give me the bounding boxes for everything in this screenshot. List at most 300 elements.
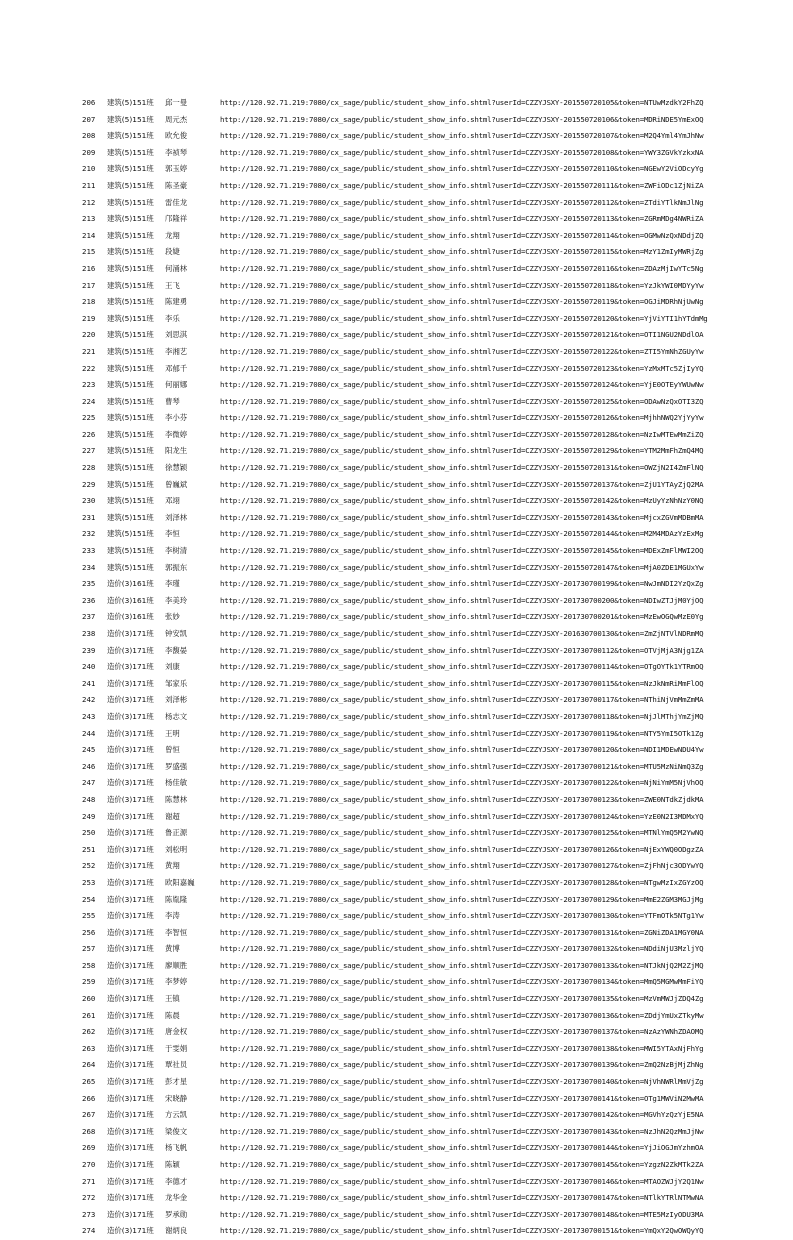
student-info-link[interactable]: http://120.92.71.219:7080/cx_sage/public/student_show_info.shtml?userId=CZZYJSXY-201730700199&token=NwJmNDI2YzQxZg — [220, 579, 704, 589]
class-name: 建筑(5)151班 — [107, 512, 154, 522]
student-info-link[interactable]: http://120.92.71.219:7080/cx_sage/public/student_show_info.shtml?userId=CZZYJSXY-201550720118&token=YzJkYWI0MDYyYw — [220, 280, 704, 290]
student-info-link[interactable]: http://120.92.71.219:7080/cx_sage/public/student_show_info.shtml?userId=CZZYJSXY-201730700136&token=ZDdjYmUxZTkyMw — [220, 1010, 704, 1020]
student-name: 王飞 — [165, 280, 180, 290]
table-row — [0, 543, 793, 560]
student-info-link[interactable]: http://120.92.71.219:7080/cx_sage/public/student_show_info.shtml?userId=CZZYJSXY-201730700121&token=MTU5MzNiNmQ3Zg — [220, 761, 704, 771]
table-row — [0, 95, 793, 112]
class-name: 造价(3)171班 — [107, 1209, 154, 1219]
class-name: 建筑(5)151班 — [107, 98, 154, 107]
row-number: 235 — [82, 579, 96, 589]
class-name: 造价(3)161班 — [107, 612, 154, 622]
student-name: 曹琴 — [165, 396, 180, 406]
class-name: 建筑(5)151班 — [107, 380, 154, 390]
class-name: 建筑(5)151班 — [107, 463, 154, 473]
class-name: 造价(3)171班 — [107, 1176, 154, 1186]
table-row — [0, 576, 793, 593]
student-info-link[interactable]: http://120.92.71.219:7080/cx_sage/public/student_show_info.shtml?userId=CZZYJSXY-201730700200&token=NDIwZTJjM0YjOQ — [220, 595, 704, 605]
table-row — [0, 311, 793, 328]
student-info-link[interactable]: http://120.92.71.219:7080/cx_sage/public/student_show_info.shtml?userId=CZZYJSXY-201730700144&token=YjJiOGJmYzhmOA — [220, 1143, 704, 1153]
row-number: 230 — [82, 496, 96, 506]
table-row — [0, 792, 793, 809]
table-row — [0, 211, 793, 228]
student-info-link[interactable]: http://120.92.71.219:7080/cx_sage/public/student_show_info.shtml?userId=CZZYJSXY-201730700112&token=OTVjMjA3Njg1ZA — [220, 645, 704, 655]
student-name: 邓翊 — [165, 496, 180, 506]
student-info-link[interactable]: http://120.92.71.219:7080/cx_sage/public/student_show_info.shtml?userId=CZZYJSXY-201550720105&token=NTUwMzdkY2FhZQ — [220, 98, 704, 107]
student-info-link[interactable]: http://120.92.71.219:7080/cx_sage/public/student_show_info.shtml?userId=CZZYJSXY-201730700141&token=OTg1MWViN2MwMA — [220, 1093, 704, 1103]
table-row — [0, 410, 793, 427]
student-name: 王明 — [165, 728, 180, 738]
class-name: 建筑(5)151班 — [107, 496, 154, 506]
row-number: 232 — [82, 529, 96, 539]
class-name: 造价(3)171班 — [107, 994, 154, 1004]
student-name: 周元杰 — [165, 114, 188, 124]
class-name: 建筑(5)151班 — [107, 313, 154, 323]
class-name: 造价(3)171班 — [107, 1010, 154, 1020]
row-number: 214 — [82, 230, 96, 240]
row-number: 219 — [82, 313, 96, 323]
student-info-link[interactable]: http://120.92.71.219:7080/cx_sage/public/student_show_info.shtml?userId=CZZYJSXY-201730700135&token=MzVmMWJjZDQ4Zg — [220, 994, 704, 1004]
class-name: 造价(3)171班 — [107, 745, 154, 755]
student-info-link[interactable]: http://120.92.71.219:7080/cx_sage/public/student_show_info.shtml?userId=CZZYJSXY-201730700201&token=MzEwOGQwMzE0Yg — [220, 612, 704, 622]
student-name: 邹家乐 — [165, 678, 188, 688]
student-name: 梁俊文 — [165, 1126, 188, 1136]
table-row — [0, 858, 793, 875]
row-number: 274 — [82, 1226, 96, 1236]
row-number: 272 — [82, 1193, 96, 1203]
class-name: 造价(3)171班 — [107, 894, 154, 904]
student-info-link[interactable]: http://120.92.71.219:7080/cx_sage/public/student_show_info.shtml?userId=CZZYJSXY-201730700122&token=NjNiYmM5NjVhOQ — [220, 778, 704, 788]
student-info-link[interactable]: http://120.92.71.219:7080/cx_sage/public/student_show_info.shtml?userId=CZZYJSXY-201730700133&token=NTJkNjQ2M2ZjMQ — [220, 960, 704, 970]
class-name: 造价(3)161班 — [107, 579, 154, 589]
table-row — [0, 1107, 793, 1124]
class-name: 造价(3)171班 — [107, 1143, 154, 1153]
table-row — [0, 626, 793, 643]
student-name: 龙翔 — [165, 230, 180, 240]
student-name: 段婕 — [165, 247, 180, 257]
row-number: 222 — [82, 363, 96, 373]
table-row — [0, 825, 793, 842]
row-number: 236 — [82, 595, 96, 605]
student-info-link[interactable]: http://120.92.71.219:7080/cx_sage/public/student_show_info.shtml?userId=CZZYJSXY-201730700139&token=ZmQ2NzBjMjZhNg — [220, 1060, 704, 1070]
class-name: 造价(3)171班 — [107, 629, 154, 638]
row-number: 216 — [82, 263, 96, 273]
table-row — [0, 195, 793, 212]
student-info-link[interactable]: http://120.92.71.219:7080/cx_sage/public/student_show_info.shtml?userId=CZZYJSXY-201730700137&token=NzAzYWNhZDAOMQ — [220, 1027, 704, 1037]
class-name: 建筑(5)151班 — [107, 180, 154, 190]
class-name: 造价(3)171班 — [107, 1027, 154, 1037]
class-name: 造价(3)171班 — [107, 1060, 154, 1070]
student-info-link[interactable]: http://120.92.71.219:7080/cx_sage/public/student_show_info.shtml?userId=CZZYJSXY-201550720124&token=YjE0OTEyYWUwNw — [220, 380, 704, 390]
student-name: 李祯琴 — [165, 147, 188, 157]
student-name: 廖顺胜 — [165, 960, 188, 970]
table-row — [0, 161, 793, 178]
student-name: 王镇 — [165, 994, 180, 1004]
class-name: 造价(3)171班 — [107, 794, 154, 804]
row-number: 238 — [82, 629, 96, 638]
table-row — [0, 1223, 793, 1240]
table-row — [0, 344, 793, 361]
student-info-link[interactable]: http://120.92.71.219:7080/cx_sage/public/student_show_info.shtml?userId=CZZYJSXY-201730700124&token=YzE0N2I3MDMxYQ — [220, 811, 704, 821]
table-row — [0, 709, 793, 726]
class-name: 造价(3)171班 — [107, 1226, 154, 1236]
student-name: 何涌林 — [165, 263, 188, 273]
table-row — [0, 112, 793, 129]
student-info-link[interactable]: http://120.92.71.219:7080/cx_sage/public/student_show_info.shtml?userId=CZZYJSXY-201730700117&token=NThiNjVmMmZmMA — [220, 695, 704, 705]
row-number: 239 — [82, 645, 96, 655]
class-name: 造价(3)171班 — [107, 1093, 154, 1103]
row-number: 253 — [82, 877, 96, 887]
student-name: 刘泽林 — [165, 512, 188, 522]
student-name: 黄翔 — [165, 861, 180, 871]
student-name: 曾恒 — [165, 745, 180, 755]
student-name: 邝隆祥 — [165, 214, 188, 224]
table-row — [0, 1207, 793, 1224]
table-row — [0, 659, 793, 676]
row-number: 208 — [82, 131, 96, 141]
row-number: 213 — [82, 214, 96, 224]
row-number: 212 — [82, 197, 96, 207]
class-name: 造价(3)171班 — [107, 877, 154, 887]
student-name: 阳龙生 — [165, 446, 188, 456]
student-name: 李树清 — [165, 546, 188, 556]
student-name: 陈建勇 — [165, 297, 188, 307]
class-name: 造价(3)171班 — [107, 1077, 154, 1087]
student-name: 刘思淇 — [165, 330, 188, 340]
student-name: 李瑾 — [165, 579, 180, 589]
student-info-link[interactable]: http://120.92.71.219:7080/cx_sage/public/student_show_info.shtml?userId=CZZYJSXY-201550720106&token=MDRiNDE5YmExOQ — [220, 114, 704, 124]
student-name: 杨佳敏 — [165, 778, 188, 788]
row-number: 270 — [82, 1160, 96, 1169]
student-info-link[interactable]: http://120.92.71.219:7080/cx_sage/public/student_show_info.shtml?userId=CZZYJSXY-201550720126&token=MjhhNWQ2YjYyYw — [220, 413, 704, 423]
class-name: 建筑(5)151班 — [107, 114, 154, 124]
table-row — [0, 991, 793, 1008]
row-number: 234 — [82, 562, 96, 572]
class-name: 建筑(5)151班 — [107, 562, 154, 572]
class-name: 造价(3)171班 — [107, 977, 154, 987]
class-name: 造价(3)171班 — [107, 678, 154, 688]
student-info-link[interactable]: http://120.92.71.219:7080/cx_sage/public/student_show_info.shtml?userId=CZZYJSXY-201550720128&token=NzIwMTEwMmZiZQ — [220, 429, 704, 439]
row-number: 224 — [82, 396, 96, 406]
student-info-link[interactable]: http://120.92.71.219:7080/cx_sage/public/student_show_info.shtml?userId=CZZYJSXY-201730700114&token=OTgOYTk1YTRmOQ — [220, 662, 704, 672]
student-info-link[interactable]: http://120.92.71.219:7080/cx_sage/public/student_show_info.shtml?userId=CZZYJSXY-201550720107&token=M2Q4Yml4YmJhNw — [220, 131, 704, 141]
table-row — [0, 128, 793, 145]
row-number: 211 — [82, 180, 96, 190]
class-name: 造价(3)171班 — [107, 911, 154, 921]
class-name: 造价(3)171班 — [107, 861, 154, 871]
table-row — [0, 809, 793, 826]
class-name: 造价(3)171班 — [107, 728, 154, 738]
class-name: 建筑(5)151班 — [107, 429, 154, 439]
student-name: 刘泽彬 — [165, 695, 188, 705]
class-name: 造价(3)171班 — [107, 1126, 154, 1136]
table-row — [0, 377, 793, 394]
class-name: 建筑(5)151班 — [107, 197, 154, 207]
row-number: 210 — [82, 164, 96, 174]
table-row — [0, 427, 793, 444]
student-info-link[interactable]: http://120.92.71.219:7080/cx_sage/public/student_show_info.shtml?userId=CZZYJSXY-201730700131&token=ZGNiZDA1MGY0NA — [220, 927, 704, 937]
row-number: 263 — [82, 1043, 96, 1053]
class-name: 造价(3)171班 — [107, 811, 154, 821]
student-info-link[interactable]: http://120.92.71.219:7080/cx_sage/public/student_show_info.shtml?userId=CZZYJSXY-201730700127&token=ZjFhNjc3ODYwYQ — [220, 861, 704, 871]
row-number: 207 — [82, 114, 96, 124]
table-row — [0, 974, 793, 991]
table-row — [0, 676, 793, 693]
student-name: 唐金权 — [165, 1027, 188, 1037]
student-info-link[interactable]: http://120.92.71.219:7080/cx_sage/public/student_show_info.shtml?userId=CZZYJSXY-201730700132&token=NDdiNjU3MzljYQ — [220, 944, 704, 954]
student-name: 钟安凯 — [165, 629, 188, 638]
table-row — [0, 1174, 793, 1191]
table-row — [0, 460, 793, 477]
student-info-link[interactable]: http://120.92.71.219:7080/cx_sage/public/student_show_info.shtml?userId=CZZYJSXY-201730700123&token=ZWE0NTdkZjdkMA — [220, 794, 704, 804]
row-number: 225 — [82, 413, 96, 423]
student-name: 李微婷 — [165, 429, 188, 439]
class-name: 造价(3)171班 — [107, 711, 154, 721]
row-number: 244 — [82, 728, 96, 738]
student-info-link[interactable]: http://120.92.71.219:7080/cx_sage/public/student_show_info.shtml?userId=CZZYJSXY-201550720112&token=ZTdiYTlkNmJlNg — [220, 197, 704, 207]
student-name: 杨飞帆 — [165, 1143, 188, 1153]
table-row — [0, 477, 793, 494]
student-info-link[interactable]: http://120.92.71.219:7080/cx_sage/public/student_show_info.shtml?userId=CZZYJSXY-201550720137&token=ZjU1YTAyZjQ2MA — [220, 479, 704, 489]
table-row — [0, 244, 793, 261]
student-name: 覃社员 — [165, 1060, 188, 1070]
row-number: 229 — [82, 479, 96, 489]
class-name: 造价(3)171班 — [107, 662, 154, 672]
class-name: 建筑(5)151班 — [107, 263, 154, 273]
student-info-link[interactable]: http://120.92.71.219:7080/cx_sage/public/student_show_info.shtml?userId=CZZYJSXY-201550720114&token=OGMwNzQxNDdjZQ — [220, 230, 704, 240]
row-number: 226 — [82, 429, 96, 439]
row-number: 273 — [82, 1209, 96, 1219]
table-row — [0, 510, 793, 527]
class-name: 建筑(5)151班 — [107, 546, 154, 556]
table-row — [0, 560, 793, 577]
student-info-link[interactable]: http://120.92.71.219:7080/cx_sage/public/student_show_info.shtml?userId=CZZYJSXY-201550720147&token=MjA0ZDE1MGUxYw — [220, 562, 704, 572]
student-info-link[interactable]: http://120.92.71.219:7080/cx_sage/public/student_show_info.shtml?userId=CZZYJSXY-201550720131&token=OWZjN2I4ZmFlNQ — [220, 463, 704, 473]
table-row — [0, 1140, 793, 1157]
student-info-link[interactable]: http://120.92.71.219:7080/cx_sage/public/student_show_info.shtml?userId=CZZYJSXY-201730700119&token=NTY5YmI5OTk1Zg — [220, 728, 704, 738]
student-name: 黄博 — [165, 944, 180, 954]
student-info-link[interactable]: http://120.92.71.219:7080/cx_sage/public/student_show_info.shtml?userId=CZZYJSXY-201730700140&token=NjVhNWRlMmVjZg — [220, 1077, 704, 1087]
student-name: 曾巍斌 — [165, 479, 188, 489]
student-info-link[interactable]: http://120.92.71.219:7080/cx_sage/public/student_show_info.shtml?userId=CZZYJSXY-201730700115&token=NzJkNmRiMmFlOQ — [220, 678, 704, 688]
class-name: 建筑(5)151班 — [107, 363, 154, 373]
student-info-link[interactable]: http://120.92.71.219:7080/cx_sage/public/student_show_info.shtml?userId=CZZYJSXY-201550720119&token=OGJiMDRhNjUwNg — [220, 297, 704, 307]
table-row — [0, 1024, 793, 1041]
student-name: 陈圣豪 — [165, 180, 188, 190]
table-row — [0, 593, 793, 610]
row-number: 251 — [82, 844, 96, 854]
row-number: 264 — [82, 1060, 96, 1070]
row-number: 221 — [82, 346, 96, 356]
student-info-link[interactable]: http://120.92.71.219:7080/cx_sage/public/student_show_info.shtml?userId=CZZYJSXY-201730700125&token=MTNlYmQ5M2YwNQ — [220, 828, 704, 838]
student-info-link[interactable]: http://120.92.71.219:7080/cx_sage/public/student_show_info.shtml?userId=CZZYJSXY-201550720123&token=YzMxMTc5ZjIyYQ — [220, 363, 704, 373]
row-number: 217 — [82, 280, 96, 290]
student-info-link[interactable]: http://120.92.71.219:7080/cx_sage/public/student_show_info.shtml?userId=CZZYJSXY-201730700129&token=MmE2ZGM3MGJjMg — [220, 894, 704, 904]
class-name: 造价(3)171班 — [107, 927, 154, 937]
row-number: 227 — [82, 446, 96, 456]
table-row — [0, 692, 793, 709]
student-info-link[interactable]: http://120.92.71.219:7080/cx_sage/public/student_show_info.shtml?userId=CZZYJSXY-201730700128&token=NTgwMzIxZGYzOQ — [220, 877, 704, 887]
student-name: 刘康 — [165, 662, 180, 672]
table-row — [0, 394, 793, 411]
row-number: 237 — [82, 612, 96, 622]
student-info-link[interactable]: http://120.92.71.219:7080/cx_sage/public/student_show_info.shtml?userId=CZZYJSXY-201630700130&token=ZmZjNTVlNDRmMQ — [220, 629, 704, 638]
row-number: 254 — [82, 894, 96, 904]
table-row — [0, 178, 793, 195]
student-info-link[interactable]: http://120.92.71.219:7080/cx_sage/public/student_show_info.shtml?userId=CZZYJSXY-201550720144&token=M2M4MDAzYzExMg — [220, 529, 704, 539]
table-row — [0, 526, 793, 543]
row-number: 241 — [82, 678, 96, 688]
student-name: 杨志文 — [165, 711, 188, 721]
student-info-link[interactable]: http://120.92.71.219:7080/cx_sage/public/student_show_info.shtml?userId=CZZYJSXY-201550720113&token=ZGRmMDg4NWRiZA — [220, 214, 704, 224]
class-name: 造价(3)171班 — [107, 944, 154, 954]
student-name: 郭振东 — [165, 562, 188, 572]
table-row — [0, 941, 793, 958]
student-info-link[interactable]: http://120.92.71.219:7080/cx_sage/public/student_show_info.shtml?userId=CZZYJSXY-201550720129&token=YTM2MmFhZmQ4MQ — [220, 446, 704, 456]
student-name: 李湘艺 — [165, 346, 188, 356]
student-name: 谢超 — [165, 811, 180, 821]
student-info-link[interactable]: http://120.92.71.219:7080/cx_sage/public/student_show_info.shtml?userId=CZZYJSXY-201730700142&token=MGVhYzQzYjE5NA — [220, 1110, 704, 1120]
class-name: 造价(3)171班 — [107, 778, 154, 788]
student-info-link[interactable]: http://120.92.71.219:7080/cx_sage/public/student_show_info.shtml?userId=CZZYJSXY-201550720115&token=MzY1ZmIyMWRjZg — [220, 247, 704, 257]
student-info-link[interactable]: http://120.92.71.219:7080/cx_sage/public/student_show_info.shtml?userId=CZZYJSXY-201730700134&token=MmQ5MGMwMmFiYQ — [220, 977, 704, 987]
table-row — [0, 1041, 793, 1058]
table-row — [0, 908, 793, 925]
student-name: 陈颖 — [165, 1160, 180, 1169]
student-info-link[interactable]: http://120.92.71.219:7080/cx_sage/public/student_show_info.shtml?userId=CZZYJSXY-201550720121&token=OTI1NGU2NDdlOA — [220, 330, 704, 340]
student-name: 罗盛强 — [165, 761, 188, 771]
class-name: 建筑(5)151班 — [107, 297, 154, 307]
table-row — [0, 1008, 793, 1025]
class-name: 造价(3)171班 — [107, 1043, 154, 1053]
table-row — [0, 1157, 793, 1174]
table-row — [0, 443, 793, 460]
student-info-link[interactable]: http://120.92.71.219:7080/cx_sage/public/student_show_info.shtml?userId=CZZYJSXY-201550720122&token=ZTI5YmNhZGUyYw — [220, 346, 704, 356]
row-number: 249 — [82, 811, 96, 821]
class-name: 造价(3)171班 — [107, 1110, 154, 1120]
student-name: 李德才 — [165, 1176, 188, 1186]
class-name: 造价(3)171班 — [107, 761, 154, 771]
student-name: 徐慧颖 — [165, 463, 188, 473]
row-number: 256 — [82, 927, 96, 937]
table-row — [0, 261, 793, 278]
student-info-link[interactable]: http://120.92.71.219:7080/cx_sage/public/student_show_info.shtml?userId=CZZYJSXY-201550720145&token=MDExZmFlMWI2OQ — [220, 546, 704, 556]
student-name: 李梦婷 — [165, 977, 188, 987]
class-name: 建筑(5)151班 — [107, 230, 154, 240]
table-row — [0, 1057, 793, 1074]
student-info-link[interactable]: http://120.92.71.219:7080/cx_sage/public/student_show_info.shtml?userId=CZZYJSXY-201550720108&token=YWY3ZGVkYzkxNA — [220, 147, 704, 157]
student-info-link[interactable]: http://120.92.71.219:7080/cx_sage/public/student_show_info.shtml?userId=CZZYJSXY-201550720111&token=ZWFiODc1ZjNiZA — [220, 180, 704, 190]
student-info-link[interactable]: http://120.92.71.219:7080/cx_sage/public/student_show_info.shtml?userId=CZZYJSXY-201550720116&token=ZDAzMjIwYTc5Ng — [220, 263, 704, 273]
table-row — [0, 493, 793, 510]
table-row — [0, 327, 793, 344]
student-info-link[interactable]: http://120.92.71.219:7080/cx_sage/public/student_show_info.shtml?userId=CZZYJSXY-201730700143&token=NzJhN2QzMmJjNw — [220, 1126, 704, 1136]
student-name: 何丽娜 — [165, 380, 188, 390]
student-name: 李小芬 — [165, 413, 188, 423]
row-number: 269 — [82, 1143, 96, 1153]
row-number: 265 — [82, 1077, 96, 1087]
row-number: 248 — [82, 794, 96, 804]
row-number: 242 — [82, 695, 96, 705]
row-number: 243 — [82, 711, 96, 721]
student-name: 谢炳良 — [165, 1226, 188, 1236]
student-info-link[interactable]: http://120.92.71.219:7080/cx_sage/public/student_show_info.shtml?userId=CZZYJSXY-201550720110&token=NGEwY2ViODcyYg — [220, 164, 704, 174]
class-name: 造价(3)171班 — [107, 695, 154, 705]
student-info-link[interactable]: http://120.92.71.219:7080/cx_sage/public/student_show_info.shtml?userId=CZZYJSXY-201730700145&token=YzgzN2ZkMTk2ZA — [220, 1160, 704, 1169]
student-name: 李乐 — [165, 313, 180, 323]
row-number: 252 — [82, 861, 96, 871]
student-info-link[interactable]: http://120.92.71.219:7080/cx_sage/public/student_show_info.shtml?userId=CZZYJSXY-201550720120&token=YjViYTI1hYTdmMg — [220, 313, 708, 323]
student-name: 李馥晏 — [165, 645, 188, 655]
class-name: 建筑(5)151班 — [107, 330, 154, 340]
student-info-link[interactable]: http://120.92.71.219:7080/cx_sage/public/student_show_info.shtml?userId=CZZYJSXY-201730700118&token=NjJlMThjYmZjMQ — [220, 711, 704, 721]
student-name: 鲁正源 — [165, 828, 188, 838]
student-info-link[interactable]: http://120.92.71.219:7080/cx_sage/public/student_show_info.shtml?userId=CZZYJSXY-201730700147&token=NTlkYTRlNTMwNA — [220, 1193, 704, 1203]
class-name: 造价(3)171班 — [107, 1160, 154, 1169]
table-row — [0, 775, 793, 792]
student-name: 郭玉婷 — [165, 164, 188, 174]
table-row — [0, 892, 793, 909]
student-info-link[interactable]: http://120.92.71.219:7080/cx_sage/public/student_show_info.shtml?userId=CZZYJSXY-201730700120&token=NDI1MDEwNDU4Yw — [220, 745, 704, 755]
student-info-link[interactable]: http://120.92.71.219:7080/cx_sage/public/student_show_info.shtml?userId=CZZYJSXY-201730700138&token=MWI5YTAxNjFhYg — [220, 1043, 704, 1053]
table-row — [0, 361, 793, 378]
student-name: 陈晨 — [165, 1010, 180, 1020]
table-row — [0, 875, 793, 892]
student-link-table — [0, 95, 793, 1240]
table-row — [0, 842, 793, 859]
student-info-link[interactable]: http://120.92.71.219:7080/cx_sage/public/student_show_info.shtml?userId=CZZYJSXY-201550720143&token=MjcxZGVmMDBmMA — [220, 512, 704, 522]
student-name: 方云凯 — [165, 1110, 188, 1120]
row-number: 218 — [82, 297, 96, 307]
class-name: 造价(3)171班 — [107, 844, 154, 854]
student-info-link[interactable]: http://120.92.71.219:7080/cx_sage/public/student_show_info.shtml?userId=CZZYJSXY-201730700151&token=YmQxY2QwOWQyYQ — [220, 1226, 704, 1236]
row-number: 245 — [82, 745, 96, 755]
class-name: 造价(3)171班 — [107, 1193, 154, 1203]
row-number: 233 — [82, 546, 96, 556]
table-row — [0, 1074, 793, 1091]
class-name: 建筑(5)151班 — [107, 147, 154, 157]
table-row — [0, 145, 793, 162]
table-row — [0, 759, 793, 776]
row-number: 261 — [82, 1010, 96, 1020]
student-name: 李美玲 — [165, 595, 188, 605]
student-name: 邓郁千 — [165, 363, 188, 373]
student-info-link[interactable]: http://120.92.71.219:7080/cx_sage/public/student_show_info.shtml?userId=CZZYJSXY-201550720125&token=ODAwNzQxOTI3ZQ — [220, 396, 704, 406]
table-row — [0, 228, 793, 245]
row-number: 266 — [82, 1093, 96, 1103]
table-row — [0, 925, 793, 942]
row-number: 268 — [82, 1126, 96, 1136]
row-number: 246 — [82, 761, 96, 771]
student-info-link[interactable]: http://120.92.71.219:7080/cx_sage/public/student_show_info.shtml?userId=CZZYJSXY-201730700130&token=YTFmOTk5NTg1Yw — [220, 911, 704, 921]
class-name: 建筑(5)151班 — [107, 164, 154, 174]
student-name: 李恒 — [165, 529, 180, 539]
student-name: 刘松明 — [165, 844, 188, 854]
student-name: 张妙 — [165, 612, 180, 622]
class-name: 建筑(5)151班 — [107, 479, 154, 489]
row-number: 247 — [82, 778, 96, 788]
student-info-link[interactable]: http://120.92.71.219:7080/cx_sage/public/student_show_info.shtml?userId=CZZYJSXY-201550720142&token=MzUyYzNhNzY0NQ — [220, 496, 704, 506]
table-row — [0, 643, 793, 660]
student-info-link[interactable]: http://120.92.71.219:7080/cx_sage/public/student_show_info.shtml?userId=CZZYJSXY-201730700126&token=NjExYWQ0ODgzZA — [220, 844, 704, 854]
row-number: 215 — [82, 247, 96, 257]
row-number: 257 — [82, 944, 96, 954]
table-row — [0, 958, 793, 975]
student-info-link[interactable]: http://120.92.71.219:7080/cx_sage/public/student_show_info.shtml?userId=CZZYJSXY-201730700146&token=MTAOZWJjY2Q1Nw — [220, 1176, 704, 1186]
student-info-link[interactable]: http://120.92.71.219:7080/cx_sage/public/student_show_info.shtml?userId=CZZYJSXY-201730700148&token=MTE5MzIyODU3MA — [220, 1209, 704, 1219]
student-name: 雷佳龙 — [165, 197, 188, 207]
student-name: 陈慧林 — [165, 794, 188, 804]
row-number: 271 — [82, 1176, 96, 1186]
